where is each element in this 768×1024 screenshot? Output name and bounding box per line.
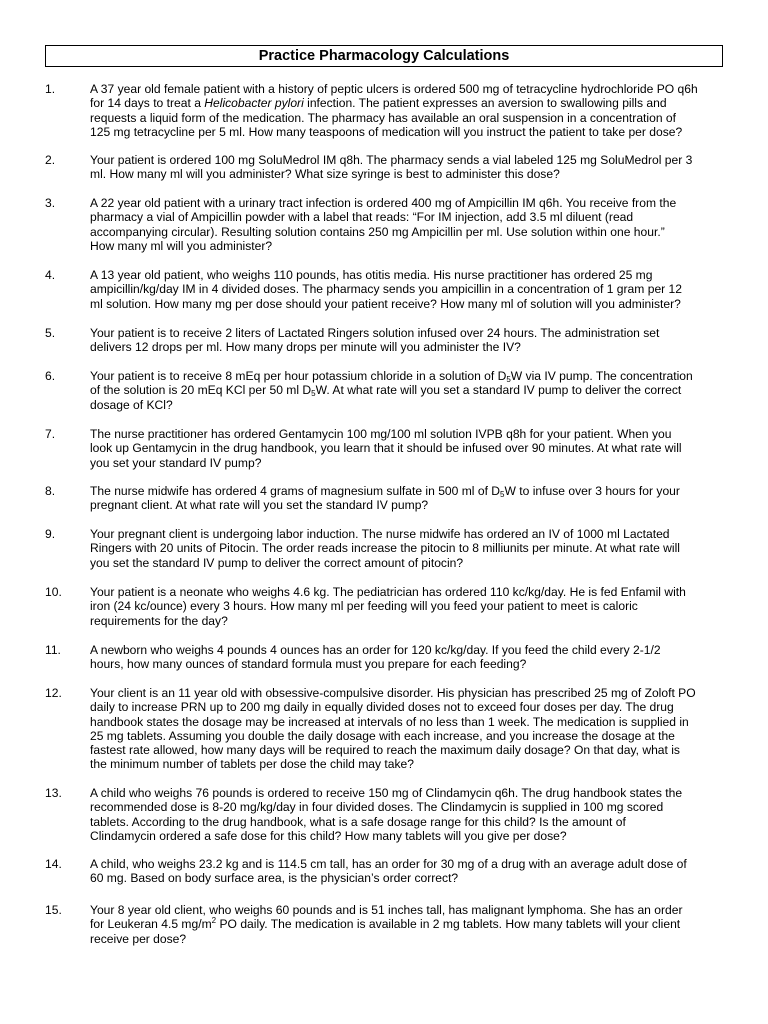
question-line: Your pregnant client is undergoing labor induction. The nurse midwife has ordered an IV of 1000 ml Lactated [90, 527, 670, 541]
question-text [90, 903, 730, 946]
question-text [90, 643, 730, 672]
question-line: A 22 year old patient with a urinary tract infection is ordered 400 mg of Ampicillin IM q6h. You receive from the [90, 196, 677, 210]
question-line: of the solution is 20 mEq KCl per 50 ml $D_5W$. At what rate will you set a standard IV pump to deliver the correct [90, 383, 682, 399]
question-number: 4. [45, 268, 56, 282]
question-line: ml solution. How many mg per dose should your patient receive? How many ml of solution will you administer? [90, 296, 681, 311]
question-line: The nurse practitioner has ordered Gentamycin 100 mg/100 ml solution IVPB q8h for your patient. When you [90, 427, 672, 441]
question-text [90, 153, 730, 182]
question-number: 15. [45, 903, 62, 917]
question-line: Your patient is to receive 8 mEq per hour potassium chloride in a solution of $D_5W$ via IV pump. The concentration [90, 369, 693, 384]
question-number: 5. [45, 326, 56, 340]
question-line: you set the standard IV pump to deliver the correct amount of pitocin? [90, 555, 464, 570]
question-number: 9. [45, 527, 56, 541]
question-text [90, 82, 730, 139]
question-line: A child who weighs 76 pounds is ordered to receive 150 mg of Clindamycin q6h. The drug handbook states the [90, 786, 683, 800]
question-number: 7. [45, 427, 56, 441]
question-line: requests a liquid form of the medication. The pharmacy has available an oral suspension in a concentration of [90, 110, 676, 125]
question-text [90, 369, 730, 412]
question-line: Your patient is to receive 2 liters of Lactated Ringers solution infused over 24 hours. The administration set [90, 326, 660, 340]
question-line: A child, who weighs 23.2 kg and is 114.5 cm tall, has an order for 30 mg of a drug with an average adult dose of [90, 857, 687, 871]
question-line: How many ml will you administer? [90, 238, 273, 253]
question-line: you set your standard IV pump? [90, 455, 262, 470]
question-line: look up Gentamycin in the drug handbook, you learn that it should be infused over 90 minutes. At what rate will [90, 441, 682, 456]
question-text [90, 527, 730, 570]
question-line: Clindamycin ordered a safe dose for this child? How many tablets will you give per dose? [90, 828, 567, 843]
question-text [90, 268, 730, 311]
question-text [90, 427, 730, 470]
question-line: ampicillin/kg/day IM in 4 divided doses. The pharmacy sends you ampicillin in a concentration of 1 gram per 12 [90, 282, 683, 297]
question-line: requirements for the day? [90, 613, 228, 628]
question-number: 3. [45, 196, 56, 210]
question-text [90, 857, 730, 886]
question-line: accompanying circular). Resulting solution contains 250 mg Ampicillin per ml. Use solution within one hour.” [90, 224, 665, 239]
question-text [90, 484, 730, 513]
question-line: pregnant client. At what rate will you set the standard IV pump? [90, 498, 429, 513]
question-line: ml. How many ml will you administer? What size syringe is best to administer this dose? [90, 167, 560, 182]
question-line: fastest rate allowed, how many days will be required to reach the maximum daily dosage? On that day, what is [90, 743, 680, 758]
page-title: Practice Pharmacology Calculations [45, 45, 723, 67]
question-number: 8. [45, 484, 56, 498]
question-line: 25 mg tablets. Assuming you double the daily dosage with each increase, and you increase the dosage at the [90, 728, 675, 743]
question-number: 11. [45, 643, 61, 657]
question-number: 10. [45, 585, 62, 599]
question-number: 14. [45, 857, 62, 871]
question-line: Your patient is ordered 100 mg SoluMedrol IM q8h. The pharmacy sends a vial labeled 125 mg SoluMedrol per 3 [90, 153, 693, 167]
question-line: The nurse midwife has ordered 4 grams of magnesium sulfate in 500 ml of $D_5W$ to infuse over 3 hours for your [90, 484, 680, 499]
question-number: 1. [45, 82, 56, 96]
question-line: for Leukeran 4.5 $mg/m^2$ PO daily. The medication is available in 2 mg tablets. How many tablets will your client [90, 916, 681, 932]
question-line: A 13 year old patient, who weighs 110 pounds, has otitis media. His nurse practitioner has ordered 25 mg [90, 268, 653, 282]
question-line: pharmacy a vial of Ampicillin powder with a label that reads: “For IM injection, add 3.5 ml diluent (read [90, 210, 634, 225]
question-number: 12. [45, 686, 62, 700]
question-line: dosage of KCl? [90, 397, 173, 412]
question-line: receive per dose? [90, 931, 187, 946]
question-text [90, 786, 730, 843]
question-number: 2. [45, 153, 56, 167]
question-line: A 37 year old female patient with a history of peptic ulcers is ordered 500 mg of tetracycline hydrochloride PO q6h [90, 82, 698, 96]
question-line: Ringers with 20 units of Pitocin. The order reads increase the pitocin to 8 milliunits per minute. At what rate will [90, 541, 680, 556]
question-line: daily to increase PRN up to 200 mg daily in equally divided doses not to exceed four doses per day. The drug [90, 700, 674, 715]
question-line: A newborn who weighs 4 pounds 4 ounces has an order for 120 kc/kg/day. If you feed the child every 2-1/2 [90, 643, 661, 657]
question-text [90, 686, 730, 772]
question-line: the minimum number of tablets per dose the child may take? [90, 757, 415, 772]
question-text [90, 326, 730, 355]
question-line: delivers 12 drops per ml. How many drops per minute will you administer the IV? [90, 340, 521, 355]
question-line: Your patient is a neonate who weighs 4.6 kg. The pediatrician has ordered 110 kc/kg/day. He is fed Enfamil with [90, 585, 686, 599]
question-text [90, 196, 730, 253]
question-line: 60 mg. Based on body surface area, is the physician’s order correct? [90, 871, 459, 886]
question-number: 6. [45, 369, 56, 383]
question-line: Your 8 year old client, who weighs 60 pounds and is 51 inches tall, has malignant lymphoma. She has an order [90, 903, 683, 917]
question-line: 125 mg tetracycline per 5 ml. How many teaspoons of medication will you instruct the patient to take per dose? [90, 124, 683, 139]
question-line: handbook states the dosage may be increased at intervals of no less than 1 week. The medication is supplied in [90, 714, 689, 729]
question-number: 13. [45, 786, 62, 800]
question-line: recommended dose is 8-20 mg/kg/day in four divided doses. The Clindamycin is supplied in 100 mg scored [90, 800, 664, 815]
question-text [90, 585, 730, 628]
question-line: tablets. According to the drug handbook, what is a safe dosage range for this child? Is the amount of [90, 814, 626, 829]
question-line: hours, how many ounces of standard formula must you prepare for each feeding? [90, 657, 527, 672]
question-line: iron (24 kc/ounce) every 3 hours. How many ml per feeding will you feed your patient to meet is caloric [90, 599, 638, 614]
question-line: for 14 days to treat a Helicobacter pylori infection. The patient expresses an aversion to swallowing pills and [90, 96, 667, 111]
question-line: Your client is an 11 year old with obsessive-compulsive disorder. His physician has prescribed 25 mg of Zoloft PO [90, 686, 696, 700]
